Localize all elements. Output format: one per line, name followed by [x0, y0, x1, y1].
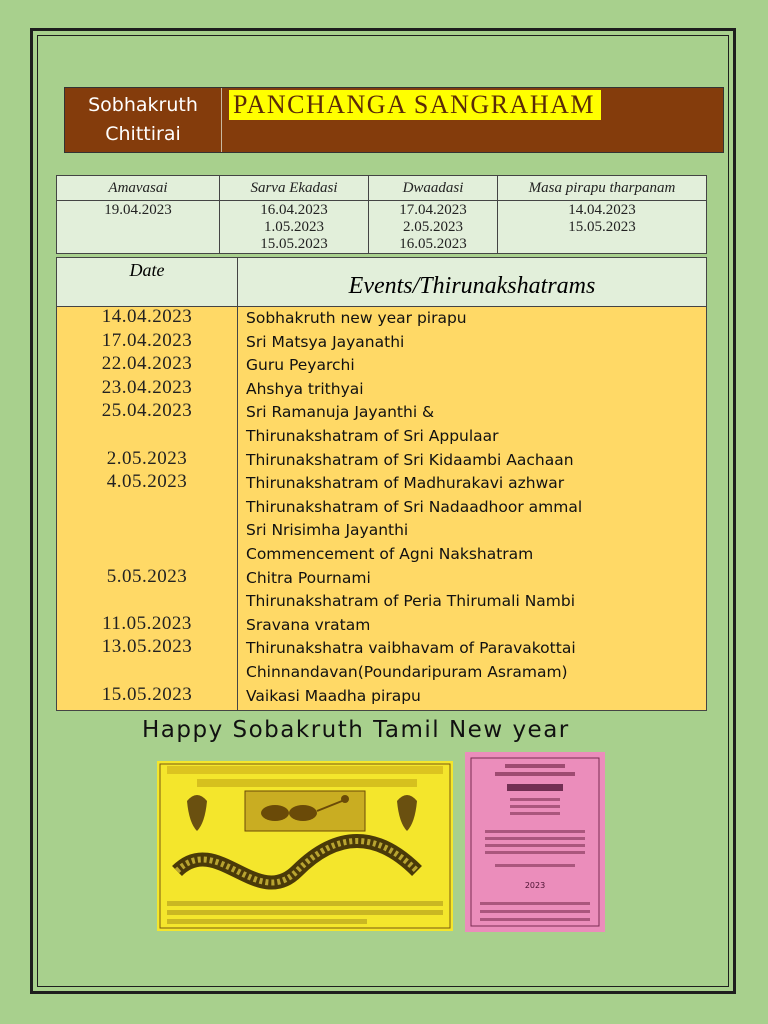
page-title: PANCHANGA SANGRAHAM	[229, 90, 601, 120]
date-value: 1.05.2023	[264, 219, 324, 235]
event-item: Ahshya trithyai	[246, 379, 364, 398]
date-value: 15.05.2023	[260, 236, 328, 252]
date-value: 16.04.2023	[260, 202, 328, 218]
table-row	[57, 201, 707, 254]
event-item: Sri Nrisimha Jayanthi	[246, 521, 409, 540]
event-item: Commencement of Agni Nakshatram	[246, 545, 534, 563]
event-item: Sravana vratam	[246, 615, 371, 634]
column-header-date: Date	[57, 258, 238, 307]
event-date: 4.05.2023	[106, 471, 188, 493]
event-item: Thirunakshatram of Peria Thirumali Nambi	[246, 592, 576, 611]
date-value: 16.05.2023	[399, 236, 467, 252]
date-value: 17.04.2023	[399, 202, 467, 218]
event-item: Sri Ramanuja Jayanthi &	[246, 403, 435, 422]
event-date: 5.05.2023	[106, 565, 188, 587]
date-value: 19.04.2023	[104, 202, 172, 218]
table-cell	[57, 201, 220, 254]
table-cell	[220, 201, 369, 254]
event-date: 15.05.2023	[101, 683, 193, 705]
greeting-text: Happy Sobakruth Tamil New year	[142, 717, 570, 743]
date-value: 2.05.2023	[403, 219, 463, 235]
pink-cover-year: 2023	[524, 881, 546, 890]
event-item: Guru Peyarchi	[246, 356, 355, 375]
event-item: Thirunakshatram of Madhurakavi azhwar	[246, 474, 565, 493]
event-date: 11.05.2023	[102, 612, 192, 634]
event-date: 14.04.2023	[101, 306, 193, 327]
event-date: 25.04.2023	[101, 400, 193, 422]
date-column	[57, 307, 238, 710]
event-item: Thirunakshatra vaibhavam of Paravakottai	[246, 639, 576, 658]
event-date: 17.04.2023	[101, 329, 193, 351]
table-cell	[369, 201, 498, 254]
events-table	[56, 257, 707, 711]
event-item: Thirunakshatram of Sri Kidaambi Aachaan	[246, 450, 574, 469]
column-header-sarva-ekadasi: Sarva Ekadasi	[220, 176, 369, 201]
column-header-amavasai: Amavasai	[57, 176, 220, 201]
column-header-dwaadasi: Dwaadasi	[369, 176, 498, 201]
event-item: Chitra Pournami	[246, 568, 371, 587]
event-item: Chinnandavan(Poundaripuram Asramam)	[246, 663, 568, 681]
date-value: 14.04.2023	[568, 202, 636, 218]
event-item: Thirunakshatram of Sri Nadaadhoor ammal	[246, 497, 583, 516]
event-date: 22.04.2023	[101, 353, 193, 375]
event-item: Vaikasi Maadha pirapu	[246, 686, 421, 705]
header-month: Chittirai	[105, 123, 181, 145]
event-item: Sri Matsya Jayanathi	[246, 332, 405, 351]
column-header-masa-pirapu: Masa pirapu tharpanam	[498, 176, 707, 201]
date-value: 15.05.2023	[568, 219, 636, 235]
event-date: 2.05.2023	[106, 447, 188, 469]
column-header-events: Events/Thirunakshatrams	[238, 258, 706, 307]
event-item: Sobhakruth new year pirapu	[246, 309, 467, 327]
event-item: Thirunakshatram of Sri Appulaar	[246, 427, 499, 445]
event-date: 23.04.2023	[101, 376, 193, 398]
header-banner	[64, 87, 724, 153]
observances-table	[56, 175, 707, 254]
table-cell	[498, 201, 707, 254]
header-year: Sobhakruth	[88, 94, 198, 116]
panchangam-cover-pink-art	[465, 752, 605, 932]
header-year-month	[65, 88, 222, 152]
panchangam-cover-pink-image	[465, 752, 605, 932]
panchangam-cover-yellow-image	[157, 761, 453, 931]
event-date: 13.05.2023	[101, 636, 193, 658]
panchangam-cover-yellow-art	[157, 761, 453, 931]
